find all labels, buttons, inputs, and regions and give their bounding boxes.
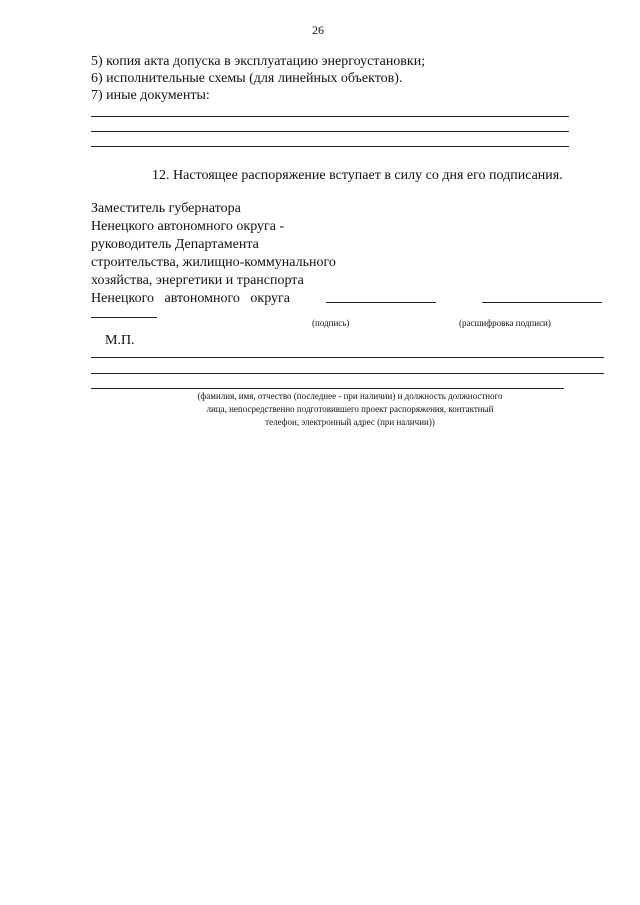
footnote [150, 390, 550, 429]
signatory-line-2: Ненецкого автономного округа - [91, 219, 285, 234]
signatory-line-6: Ненецкого автономного округа [91, 291, 290, 306]
footnote-line-2: лица, непосредственно подготовившего проект распоряжения, контактный [206, 404, 494, 414]
fill-line-3 [91, 146, 569, 147]
fill-line-2 [91, 131, 569, 132]
short-underline [91, 317, 157, 318]
footnote-line-3: телефон, электронный адрес (при наличии)) [265, 417, 435, 427]
contact-line-2 [91, 373, 604, 374]
list-item-5: 5) копия акта допуска в эксплуатацию энергоустановки; [91, 54, 426, 69]
signature-line [326, 302, 436, 303]
page-number: 26 [312, 23, 324, 37]
signatory-line-5: хозяйства, энергетики и транспорта [91, 273, 304, 288]
contact-line-1 [91, 357, 604, 358]
signature-label: (подпись) [312, 318, 350, 328]
list-item-6: 6) исполнительные схемы (для линейных объектов). [91, 71, 403, 86]
footnote-line-1: (фамилия, имя, отчество (последнее - при наличии) и должность должностного [197, 391, 503, 401]
clause-12: 12. Настоящее распоряжение вступает в силу со дня его подписания. [152, 168, 563, 183]
fill-line-1 [91, 116, 569, 117]
signatory-line-3: руководитель Департамента [91, 237, 259, 252]
list-item-7: 7) иные документы: [91, 88, 210, 103]
signatory-line-1: Заместитель губернатора [91, 201, 241, 216]
decoding-label: (расшифровка подписи) [459, 318, 551, 328]
contact-line-3 [91, 388, 564, 389]
decoding-line [482, 302, 602, 303]
signatory-line-4: строительства, жилищно-коммунального [91, 255, 336, 270]
seal-label: М.П. [105, 333, 135, 348]
